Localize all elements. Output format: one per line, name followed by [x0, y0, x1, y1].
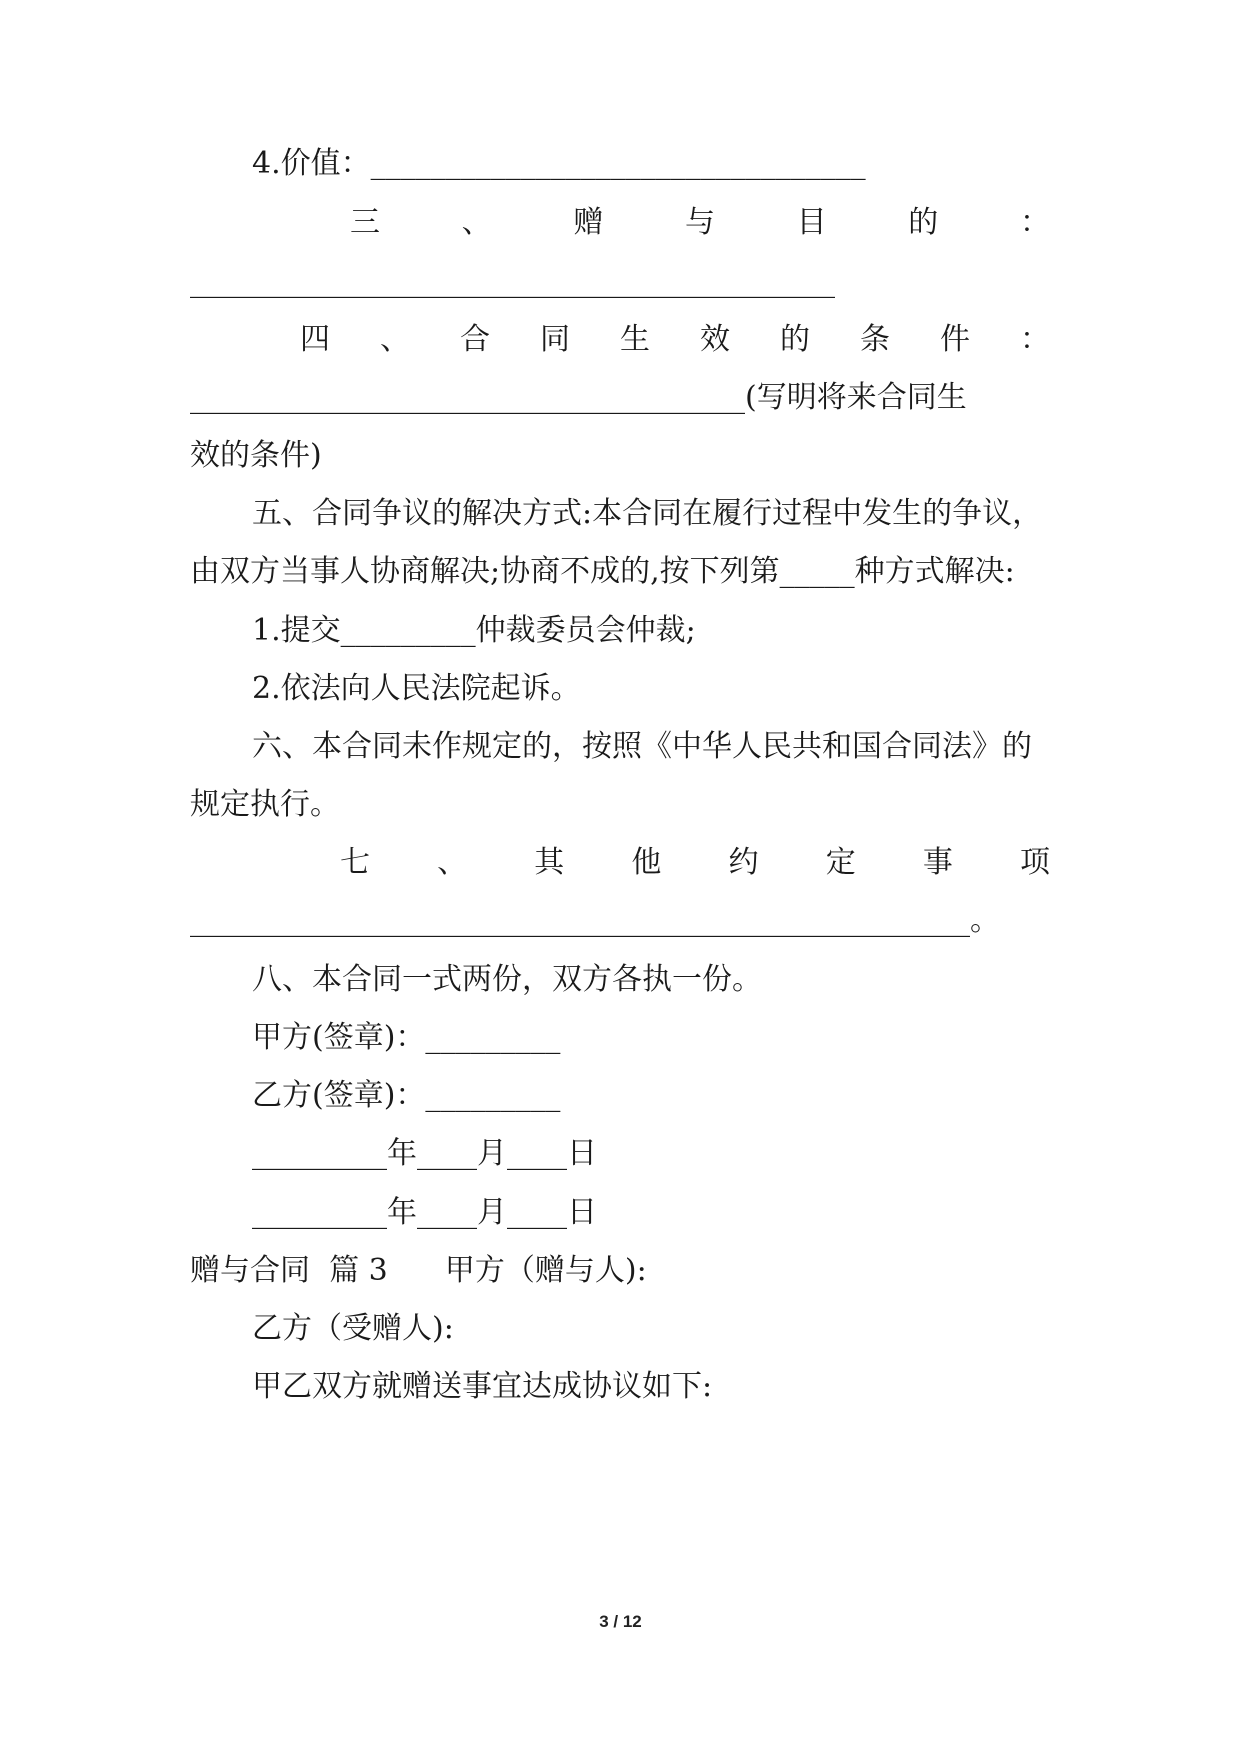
section3-heading — [190, 203, 1050, 243]
section7-heading-char: 项 — [1019, 845, 1050, 880]
section4-heading — [190, 320, 1050, 360]
contract3-party-b: 乙方（受赠人): — [252, 1311, 454, 1346]
date-line-2: _________年____月____日 — [252, 1195, 597, 1230]
page-number: 3 / 12 — [599, 1612, 642, 1631]
contract3-intro: 甲乙双方就赠送事宜达成协议如下: — [252, 1369, 713, 1404]
section4-heading-char: 合 — [460, 322, 490, 357]
section4-heading-char: 件 — [940, 322, 970, 357]
section4-heading-char: 条 — [860, 322, 890, 357]
party-b-signature: 乙方(签章)：_________ — [252, 1078, 561, 1113]
section3-heading-char: 的 — [908, 205, 939, 240]
section7-heading-char: 、 — [437, 845, 468, 880]
section5-option1: 1.提交_________仲裁委员会仲裁; — [252, 613, 696, 648]
item-value-line: 4.价值：_________________________________ — [252, 146, 866, 181]
section7-heading-char: 定 — [825, 845, 856, 880]
section7-heading-char: 七 — [340, 845, 370, 880]
section3-heading-char: 与 — [684, 205, 715, 240]
section3-heading-char: 赠 — [573, 205, 604, 240]
section8-line: 八、本合同一式两份，双方各执一份。 — [252, 962, 762, 997]
section4-heading-char: 效 — [700, 322, 730, 357]
section4-heading-char: 同 — [540, 322, 570, 357]
section6-line2: 规定执行。 — [190, 787, 340, 822]
section4-line1: _____________________________________(写明将来合同生 — [190, 380, 967, 415]
section3-heading-char: 、 — [461, 205, 492, 240]
section6-line1: 六、本合同未作规定的，按照《中华人民共和国合同法》的 — [252, 729, 1032, 764]
section4-heading-char: 、 — [380, 322, 410, 357]
section5-line2: 由双方当事人协商解决;协商不成的,按下列第_____种方式解决: — [190, 554, 1015, 589]
section4-heading-char: 的 — [780, 322, 810, 357]
date-line-1: _________年____月____日 — [252, 1136, 597, 1171]
section7-heading — [190, 843, 1050, 883]
section4-heading-char: ： — [1020, 322, 1050, 357]
section3-heading-char: 三 — [350, 205, 380, 240]
section4-line2: 效的条件) — [190, 438, 322, 473]
section3-heading-char: 目 — [796, 205, 827, 240]
contract3-title-line: 赠与合同 篇 3 甲方（赠与人): — [190, 1253, 647, 1288]
section7-heading-char: 他 — [631, 845, 662, 880]
section5-option2: 2.依法向人民法院起诉。 — [252, 671, 581, 706]
section4-heading-char: 生 — [620, 322, 650, 357]
section7-heading-char: 约 — [728, 845, 759, 880]
section4-heading-char: 四 — [300, 322, 330, 357]
party-a-signature: 甲方(签章)：_________ — [252, 1020, 561, 1055]
section7-blank: ____________________________________________________。 — [190, 903, 1000, 938]
section3-heading-char: ： — [1019, 205, 1050, 240]
section5-line1: 五、合同争议的解决方式:本合同在履行过程中发生的争议， — [252, 496, 1043, 531]
section3-blank: ___________________________________________ — [190, 264, 835, 299]
section7-heading-char: 事 — [922, 845, 953, 880]
section7-heading-char: 其 — [534, 845, 565, 880]
